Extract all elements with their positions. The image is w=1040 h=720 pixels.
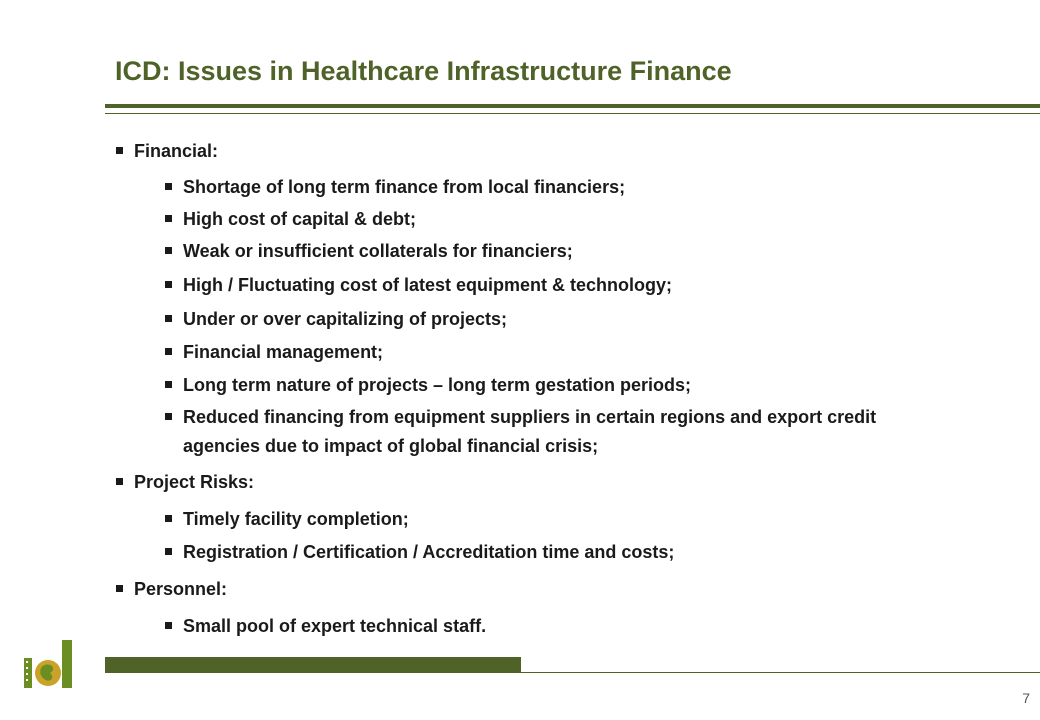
list-item-text: Reduced financing from equipment suppliers in certain regions and export credit agencies due to impact of global financial crisis; <box>183 407 877 456</box>
list-item-text: Financial management; <box>183 342 384 362</box>
list-item-text: Shortage of long term finance from local financiers; <box>183 177 626 197</box>
bullet-icon <box>165 247 172 254</box>
page-number: 7 <box>1022 690 1030 706</box>
footer-divider <box>105 672 1040 673</box>
list-item-text: Under or over capitalizing of projects; <box>183 309 508 329</box>
list-item-text: Long term nature of projects – long term gestation periods; <box>183 375 692 395</box>
bullet-icon <box>165 315 172 322</box>
section-heading-text: Personnel: <box>134 579 228 599</box>
slide-title: ICD: Issues in Healthcare Infrastructure Finance <box>115 56 732 86</box>
bullet-icon <box>165 622 172 629</box>
bullet-icon <box>165 183 172 190</box>
list-item <box>183 612 943 641</box>
list-item <box>183 271 943 300</box>
list-item <box>183 338 943 367</box>
bullet-icon <box>165 515 172 522</box>
list-item <box>183 173 943 202</box>
bullet-icon <box>116 147 123 154</box>
list-item <box>183 237 943 266</box>
list-item-text: Timely facility completion; <box>183 509 409 529</box>
list-item-text: Small pool of expert technical staff. <box>183 616 487 636</box>
section-heading <box>134 575 227 604</box>
section-heading <box>134 137 218 166</box>
section-heading-text: Financial: <box>134 141 219 161</box>
section-heading-text: Project Risks: <box>134 472 255 492</box>
bullet-icon <box>116 585 123 592</box>
section-heading <box>134 468 254 497</box>
list-item <box>183 371 943 400</box>
list-item-text: High cost of capital & debt; <box>183 209 417 229</box>
list-item-text: Weak or insufficient collaterals for financiers; <box>183 241 573 261</box>
bullet-icon <box>165 348 172 355</box>
list-item <box>183 205 943 234</box>
title-divider-thick <box>105 104 1040 108</box>
list-item <box>183 305 943 334</box>
list-item-text: Registration / Certification / Accreditation time and costs; <box>183 542 675 562</box>
icd-logo-icon <box>24 640 74 688</box>
list-item-text: High / Fluctuating cost of latest equipment & technology; <box>183 275 673 295</box>
bullet-icon <box>165 281 172 288</box>
bullet-icon <box>116 478 123 485</box>
title-divider-thin <box>105 113 1040 114</box>
list-item <box>183 403 943 461</box>
bullet-icon <box>165 413 172 420</box>
footer-accent-bar <box>105 657 521 672</box>
list-item <box>183 538 943 567</box>
bullet-icon <box>165 381 172 388</box>
bullet-icon <box>165 215 172 222</box>
list-item <box>183 505 943 534</box>
bullet-icon <box>165 548 172 555</box>
